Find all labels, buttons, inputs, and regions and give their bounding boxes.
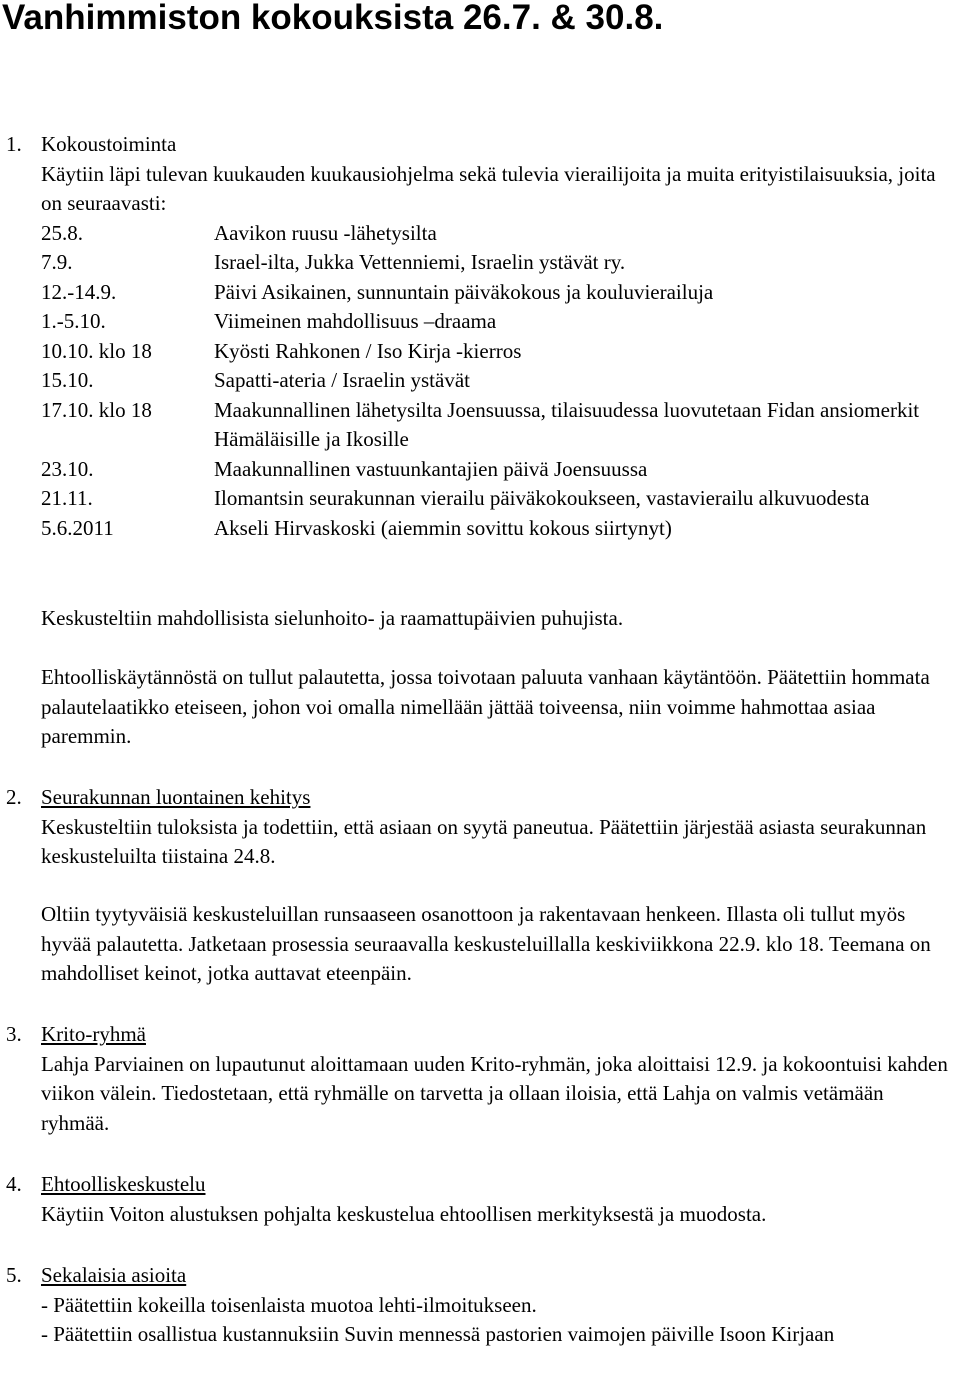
schedule-row: [41, 484, 954, 514]
paragraph-evening-feedback: [6, 900, 954, 989]
schedule-date: 10.10. klo 18: [41, 338, 152, 363]
schedule-row: [41, 337, 954, 367]
section-heading: [6, 130, 954, 160]
section-heading: [6, 1020, 954, 1050]
list-item: - Päätettiin osallistua kustannuksiin Suvin mennessä pastorien vaimojen päiville Isoon Kirjaan: [41, 1322, 835, 1346]
list-item: - Päätettiin kokeilla toisenlaista muotoa lehti-ilmoitukseen.: [41, 1292, 537, 1317]
schedule-event: Maakunnallinen vastuunkantajien päivä Joensuussa: [214, 456, 648, 481]
schedule-row: [41, 455, 954, 485]
section-number: 2.: [6, 785, 22, 809]
intro-paragraph: Käytiin läpi tulevan kuukauden kuukausiohjelma sekä tulevia vierailijoita ja muita erityistilaisuuksia, joita on seuraavasti:: [41, 161, 936, 215]
section-title: Ehtoolliskeskustelu: [41, 1172, 206, 1196]
speakers-paragraph: Keskusteltiin mahdollisista sielunhoito- ja raamattupäivien puhujista.: [41, 606, 624, 630]
schedule-row: [41, 307, 954, 337]
schedule-event: Viimeinen mahdollisuus –draama: [214, 309, 497, 333]
schedule-date: 7.9.: [41, 250, 73, 274]
schedule-event: Akseli Hirvaskoski (aiemmin sovittu kokous siirtynyt): [214, 515, 672, 540]
schedule-event: Sapatti-ateria / Israelin ystävät: [214, 368, 470, 392]
section-title: Krito-ryhmä: [41, 1022, 146, 1046]
section-title: Seurakunnan luontainen kehitys: [41, 785, 311, 809]
section-kokoustoiminta: [6, 130, 954, 543]
section-number: 4.: [6, 1172, 22, 1196]
communion-feedback-paragraph: Ehtoolliskäytännöstä on tullut palautetta, jossa toivotaan paluuta vanhaan käytäntöön. Päätettiin hommata palautelaatikko eteiseen, johon voi omalla nimellään jättää toiveensa, niin voimme hahmottaa asiaa paremmin.: [41, 665, 930, 748]
section-number: 1.: [6, 132, 22, 156]
section-paragraph: Käytiin Voiton alustuksen pohjalta keskustelua ehtoollisen merkityksestä ja muodosta.: [41, 1201, 767, 1226]
schedule-row: [41, 219, 954, 249]
schedule-event: Maakunnallinen lähetysilta Joensuussa, tilaisuudessa luovutetaan Fidan ansiomerkit Hämäläisille ja Ikosille: [214, 397, 920, 451]
schedule-event: Päivi Asikainen, sunnuntain päiväkokous ja kouluvierailuja: [214, 279, 714, 304]
section-seurakunnan-kehitys: [6, 783, 954, 872]
schedule-date: 12.-14.9.: [41, 279, 117, 304]
schedule-date: 21.11.: [41, 486, 93, 510]
schedule-event: Israel-ilta, Jukka Vettenniemi, Israelin ystävät ry.: [214, 250, 626, 274]
schedule-event: Kyösti Rahkonen / Iso Kirja -kierros: [214, 338, 522, 363]
section-heading: [6, 783, 954, 813]
section-sekalaisia-asioita: [6, 1261, 954, 1350]
schedule-date: 25.8.: [41, 220, 83, 245]
section-heading: [6, 1170, 954, 1200]
schedule-row: [41, 278, 954, 308]
schedule-row: [41, 248, 954, 278]
schedule-date: 5.6.2011: [41, 515, 114, 540]
schedule-event: Ilomantsin seurakunnan vierailu päiväkokoukseen, vastavierailu alkuvuodesta: [214, 486, 870, 510]
section-paragraph: Lahja Parviainen on lupautunut aloittamaan uuden Krito-ryhmän, joka aloittaisi 12.9. ja kokoontuisi kahden viikon välein. Tiedostetaan, että ryhmälle on tarvetta ja ollaan iloisia, että Lahja on valmis vetämään ryhmää.: [41, 1051, 948, 1135]
evening-feedback-paragraph: Oltiin tyytyväisiä keskusteluillan runsaaseen osanottoon ja rakentavaan henkeen. Illasta oli tullut myös hyvää palautetta. Jatketaan prosessia seuraavalla keskusteluillalla keskiviikkona 22.9. klo 18. Teemana on mahdolliset keinot, jotka auttavat eteenpäin.: [41, 902, 931, 985]
section-title: Kokoustoiminta: [41, 132, 177, 156]
section-krito-ryhma: [6, 1020, 954, 1138]
paragraph-speakers: [6, 604, 954, 634]
schedule-row: [41, 366, 954, 396]
section-number: 3.: [6, 1022, 22, 1046]
schedule-date: 1.-5.10.: [41, 309, 106, 333]
schedule-event: Aavikon ruusu -lähetysilta: [214, 220, 437, 245]
schedule-row: [41, 514, 954, 544]
paragraph-communion-feedback: [6, 663, 954, 752]
event-schedule: [41, 219, 954, 544]
schedule-date: 17.10. klo 18: [41, 397, 152, 422]
section-title: Sekalaisia asioita: [41, 1263, 187, 1287]
schedule-row: [41, 396, 954, 455]
section-heading: [6, 1261, 954, 1291]
schedule-date: 15.10.: [41, 368, 94, 392]
schedule-date: 23.10.: [41, 456, 94, 481]
section-ehtoolliskeskustelu: [6, 1170, 954, 1229]
document-title: Vanhimmiston kokouksista 26.7. & 30.8.: [2, 0, 664, 37]
section-number: 5.: [6, 1263, 22, 1287]
section-paragraph: Keskusteltiin tuloksista ja todettiin, että asiaan on syytä paneutua. Päätettiin järjestää asiasta seurakunnan keskusteluilta tiistaina 24.8.: [41, 814, 927, 868]
